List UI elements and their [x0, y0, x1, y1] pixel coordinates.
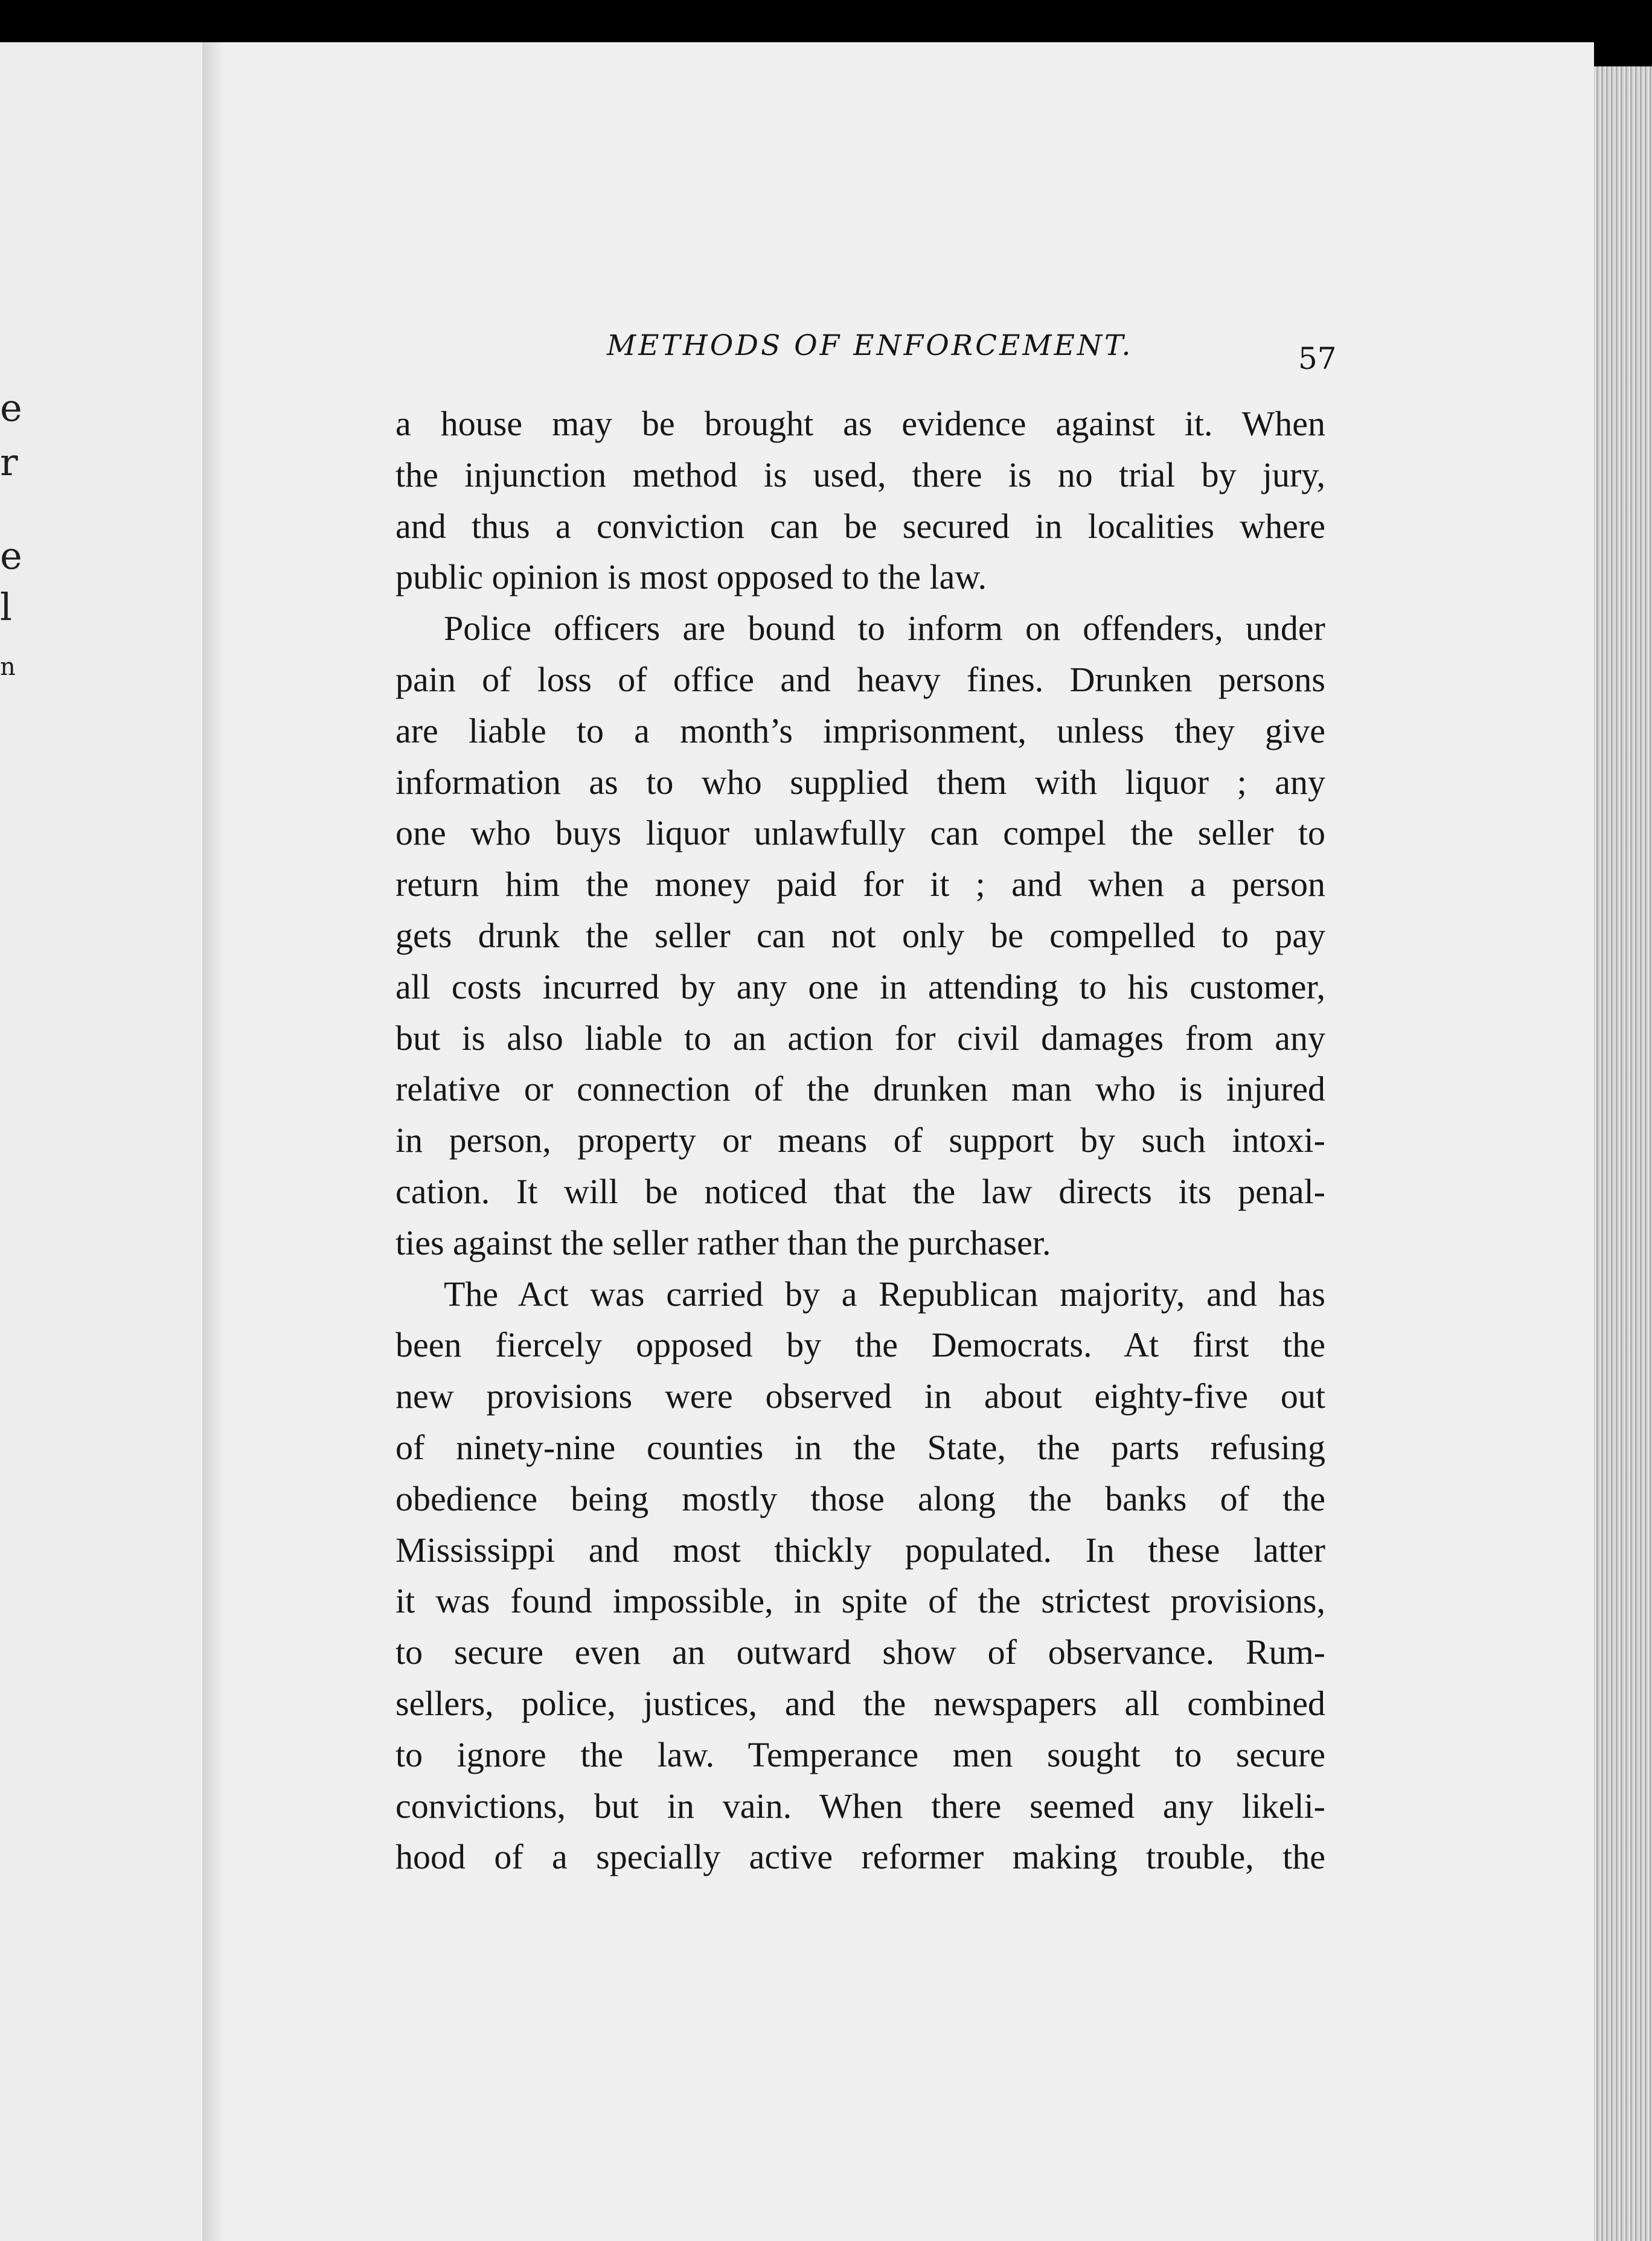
left-page-fragment: r	[0, 440, 18, 484]
text-line: relative or connection of the drunken man who is injured	[395, 1069, 1325, 1109]
text-line: Police officers are bound to inform on offenders, under	[444, 609, 1325, 648]
text-line: of ninety-nine counties in the State, the parts refusing	[395, 1427, 1325, 1467]
body-text	[395, 398, 1325, 1883]
text-line: return him the money paid for it ; and when a person	[395, 865, 1325, 904]
text-line: but is also liable to an action for civil damages from any	[395, 1018, 1325, 1058]
running-header: METHODS OF ENFORCEMENT.	[607, 329, 1133, 362]
page-edges	[1594, 66, 1652, 2241]
page-gutter	[202, 42, 226, 2241]
text-line: a house may be brought as evidence against it. When	[395, 404, 1325, 443]
text-line: to ignore the law. Temperance men sought to secure	[395, 1734, 1325, 1774]
text-line: one who buys liquor unlawfully can compel the seller to	[395, 813, 1325, 853]
left-page-fragment: e	[0, 386, 22, 430]
text-line: information as to who supplied them with liquor ; any	[395, 762, 1325, 802]
left-page-fragment: e	[0, 534, 22, 578]
text-line: new provisions were observed in about eighty-five out	[395, 1376, 1325, 1416]
text-line: all costs incurred by any one in attending to his customer,	[395, 967, 1325, 1006]
text-line: obedience being mostly those along the banks of the	[395, 1479, 1325, 1518]
text-line: been fiercely opposed by the Democrats. At first the	[395, 1325, 1325, 1365]
text-line: public opinion is most opposed to the law.	[395, 557, 987, 597]
left-page	[0, 42, 208, 2241]
text-line: in person, property or means of support by such intoxi-	[395, 1120, 1325, 1160]
left-page-fragment: n	[0, 653, 16, 681]
text-line: and thus a conviction can be secured in localities where	[395, 506, 1325, 546]
text-line: gets drunk the seller can not only be compelled to pay	[395, 915, 1325, 955]
text-line: the injunction method is used, there is no trial by jury,	[395, 455, 1325, 494]
text-line: Mississippi and most thickly populated. In these latter	[395, 1530, 1325, 1570]
left-page-fragment: l	[0, 585, 12, 629]
text-line: sellers, police, justices, and the newspapers all combined	[395, 1683, 1325, 1723]
text-line: are liable to a month’s imprisonment, unless they give	[395, 711, 1325, 750]
text-line: convictions, but in vain. When there seemed any likeli-	[395, 1786, 1325, 1826]
text-line: pain of loss of office and heavy fines. Drunken persons	[395, 659, 1325, 699]
text-line: ties against the seller rather than the purchaser.	[395, 1223, 1051, 1262]
text-line: hood of a specially active reformer making trouble, the	[395, 1837, 1325, 1877]
text-line: cation. It will be noticed that the law directs its penal-	[395, 1171, 1325, 1211]
text-line: The Act was carried by a Republican majority, and has	[444, 1274, 1325, 1314]
text-line: to secure even an outward show of observance. Rum-	[395, 1632, 1325, 1672]
text-line: it was found impossible, in spite of the strictest provisions,	[395, 1581, 1325, 1621]
page-number: 57	[1298, 341, 1337, 376]
